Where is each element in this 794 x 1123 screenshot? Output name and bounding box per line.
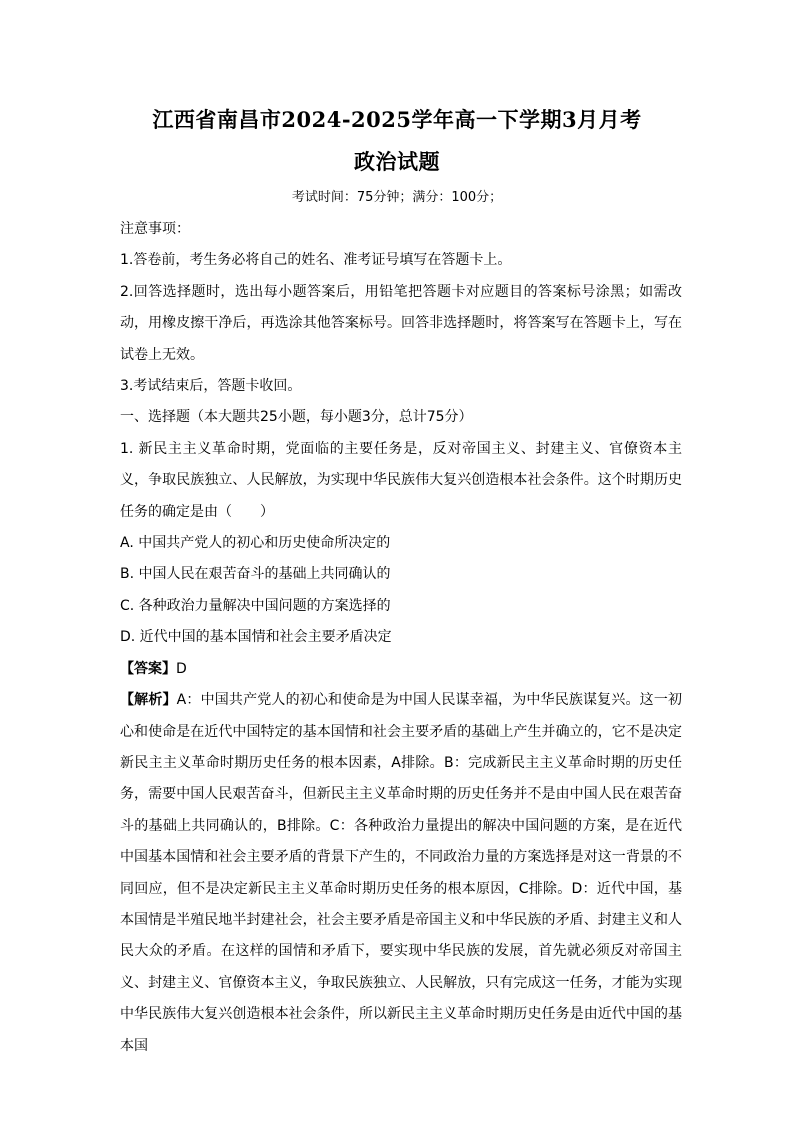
- section-heading: 一、选择题（本大题共25小题，每小题3分，总计75分）: [120, 409, 473, 426]
- page-subtitle: 政治试题: [354, 149, 440, 174]
- answer-line: [120, 654, 682, 685]
- analysis-label: 【解析】: [120, 692, 177, 709]
- page-title: 江西省南昌市2024-2025学年高一下学期3月月考: [152, 107, 642, 132]
- analysis-paragraph: [120, 685, 682, 1062]
- note-item-1: 1.答卷前，考生务必将自己的姓名、准考证号填写在答题卡上。: [120, 252, 512, 269]
- option-c: C. 各种政治力量解决中国问题的方案选择的: [120, 597, 391, 614]
- option-a: A. 中国共产党人的初心和历史使命所决定的: [120, 535, 391, 552]
- notes-heading: 注意事项：: [120, 221, 190, 237]
- option-b: B. 中国人民在艰苦奋斗的基础上共同确认的: [120, 566, 391, 583]
- note-item-2: 2.回答选择题时，选出每小题答案后，用铅笔把答题卡对应题目的答案标号涂黑；如需改动，用橡皮擦干净后，再选涂其他答案标号。回答非选择题时，将答案写在答题卡上，写在试卷上无效。: [120, 283, 682, 363]
- question-stem: 1. 新民主主义革命时期，党面临的主要任务是，反对帝国主义、封建主义、官僚资本主义，争取民族独立、人民解放，为实现中华民族伟大复兴创造根本社会条件。这个时期历史任务的确定是由（ ）: [120, 440, 682, 520]
- analysis-text: A：中国共产党人的初心和使命是为中国人民谋幸福，为中华民族谋复兴。这一初心和使命是在近代中国特定的基本国情和社会主要矛盾的基础上产生并确立的，它不是决定新民主主义革命时期历史任务的根本因素，A排除。B：完成新民主主义革命时期的历史任务，需要中国人民艰苦奋斗，但新民主主义革命时期的历史任务并不是由中国人民在艰苦奋斗的基础上共同确认的，B排除。C：各种政治力量提出的解决中国问题的方案，是在近代中国基本国情和社会主要矛盾的背景下产生的，不同政治力量的方案选择是对这一背景的不同回应，但不是决定新民主主义革命时期历史任务的根本原因，C排除。D：近代中国，基本国情是半殖民地半封建社会，社会主要矛盾是帝国主义和中华民族的矛盾、封建主义和人民大众的矛盾。在这样的国情和矛盾下，要实现中华民族的发展，首先就必须反对帝国主义、封建主义、官僚资本主义，争取民族独立、人民解放，只有完成这一任务，才能为实现中华民族伟大复兴创造根本社会条件，所以新民主主义革命时期历史任务是由近代中国的基本国: [120, 692, 683, 1054]
- note-item-3: 3.考试结束后，答题卡收回。: [120, 378, 302, 395]
- answer-value: D: [176, 660, 187, 677]
- answer-label: 【答案】: [120, 660, 176, 677]
- document-body: [120, 214, 682, 1062]
- exam-info: 考试时间：75分钟；满分：100分；: [291, 190, 503, 205]
- option-d: D. 近代中国的基本国情和社会主要矛盾决定: [120, 629, 392, 646]
